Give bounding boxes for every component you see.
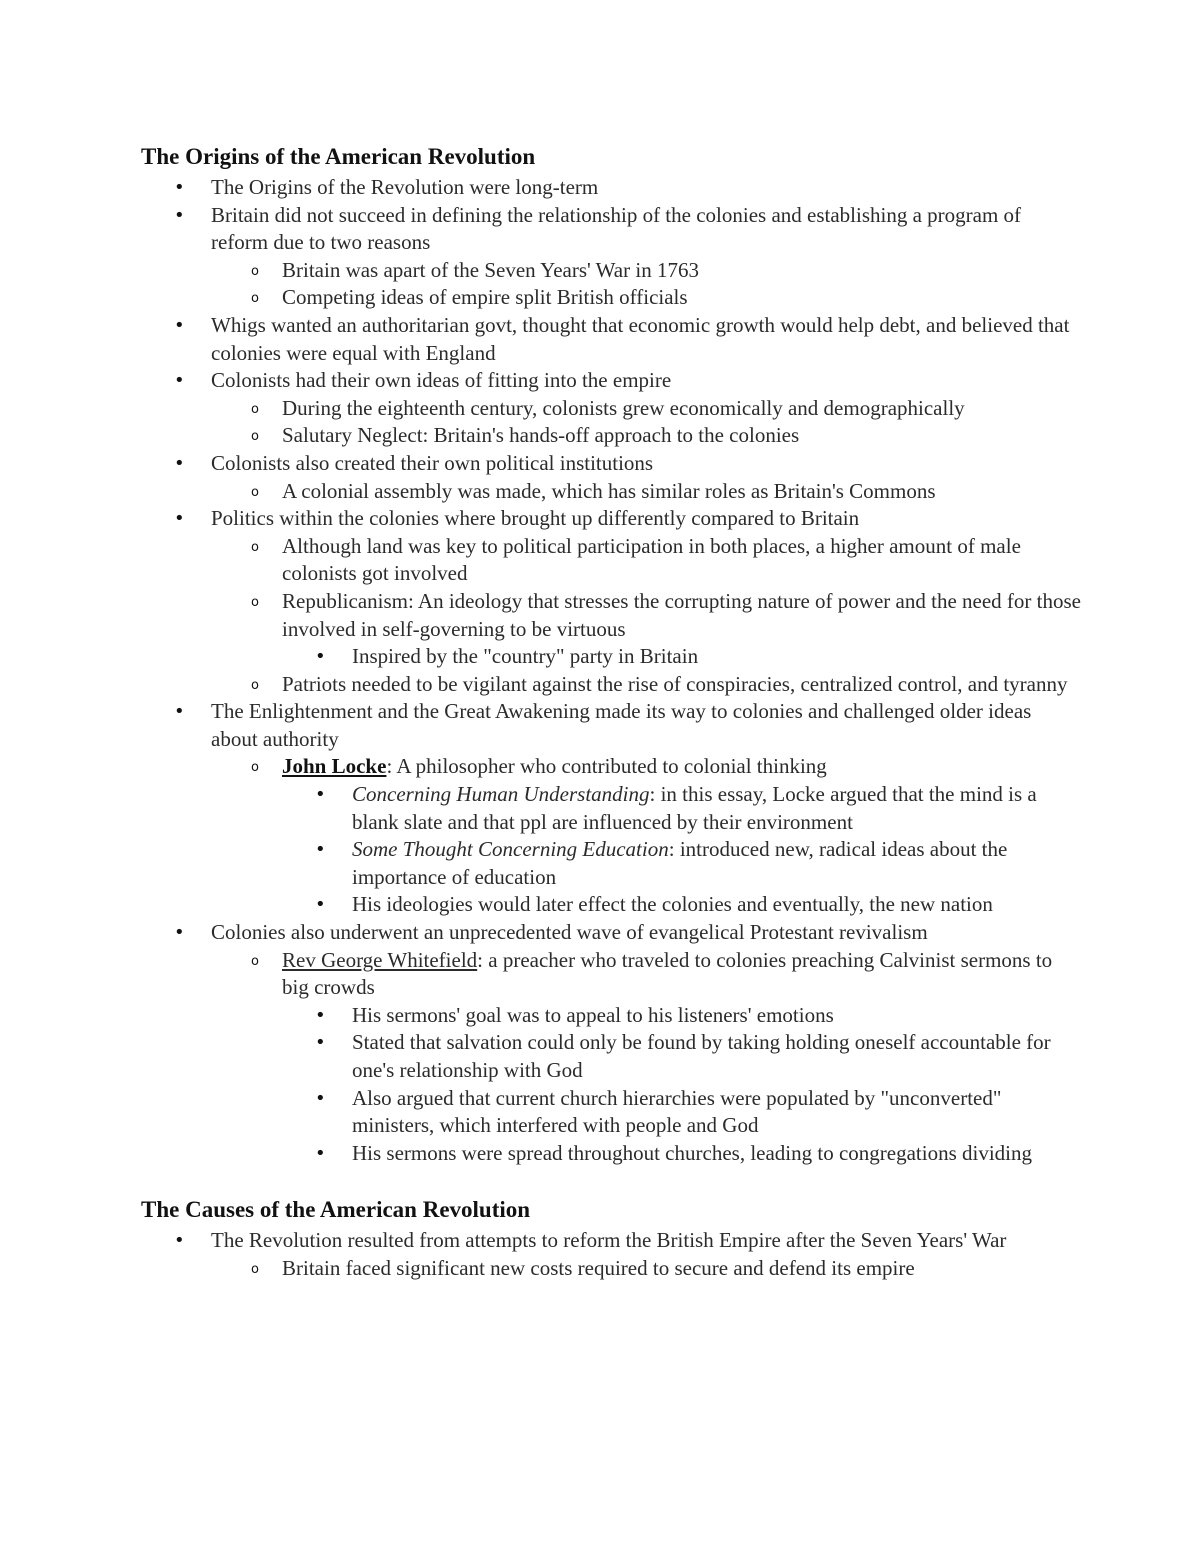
item-lead-term: Concerning Human Understanding bbox=[352, 782, 650, 807]
document-page bbox=[141, 140, 1081, 1283]
circle-bullet-icon: o bbox=[251, 953, 259, 969]
bullet-list bbox=[141, 1227, 1081, 1282]
bullet-icon: • bbox=[315, 839, 326, 861]
bullet-icon: • bbox=[315, 1032, 326, 1054]
list-item bbox=[141, 1140, 1081, 1168]
item-text: Stated that salvation could only be found by taking holding oneself accountable for one's relationship with God bbox=[352, 1030, 1051, 1082]
bullet-icon: • bbox=[315, 784, 326, 806]
list-item bbox=[141, 753, 1081, 781]
bullet-list bbox=[141, 174, 1081, 1167]
bullet-icon: • bbox=[174, 701, 185, 723]
bullet-icon: • bbox=[174, 177, 185, 198]
list-item bbox=[141, 1227, 1081, 1255]
item-text: Whigs wanted an authoritarian govt, thought that economic growth would help debt, and believed that colonies were equal with England bbox=[211, 312, 1070, 365]
bullet-icon: • bbox=[315, 894, 326, 916]
list-item bbox=[141, 1002, 1081, 1030]
bullet-icon: • bbox=[174, 1230, 185, 1252]
item-text: Colonies also underwent an unprecedented wave of evangelical Protestant revivalism bbox=[211, 920, 928, 945]
list-item bbox=[141, 284, 1081, 312]
circle-bullet-icon: o bbox=[251, 760, 259, 776]
list-item bbox=[141, 891, 1081, 919]
list-item bbox=[141, 257, 1081, 285]
list-item bbox=[141, 671, 1081, 699]
item-text: His sermons were spread throughout churches, leading to congregations dividing bbox=[352, 1140, 1033, 1165]
item-text: Competing ideas of empire split British officials bbox=[282, 285, 688, 310]
bullet-icon: • bbox=[315, 646, 326, 668]
circle-bullet-icon: o bbox=[251, 1261, 259, 1277]
item-text: : a preacher who traveled to colonies preaching Calvinist sermons to big crowds bbox=[282, 947, 1053, 1000]
item-text: : in this essay, Locke argued that the mind is a blank slate and that ppl are influenced by their environment bbox=[352, 782, 1037, 834]
item-text: Britain was apart of the Seven Years' War in 1763 bbox=[282, 257, 699, 282]
item-lead-term: Rev George Whitefield bbox=[282, 947, 478, 972]
item-lead-term: John Locke bbox=[282, 754, 387, 779]
item-text: Although land was key to political participation in both places, a higher amount of male colonists got involved bbox=[282, 533, 1021, 586]
item-text: Inspired by the "country" party in Britain bbox=[352, 644, 699, 669]
item-text: Patriots needed to be vigilant against the rise of conspiracies, centralized control, and tyranny bbox=[282, 671, 1068, 696]
list-item bbox=[141, 478, 1081, 506]
item-text: The Enlightenment and the Great Awakening made its way to colonies and challenged older ideas about authority bbox=[211, 699, 1032, 751]
list-item bbox=[141, 505, 1081, 533]
list-item bbox=[141, 1085, 1081, 1140]
list-item bbox=[141, 367, 1081, 395]
list-item bbox=[141, 450, 1081, 478]
item-text: The Revolution resulted from attempts to reform the British Empire after the Seven Years' War bbox=[211, 1228, 1007, 1253]
list-item bbox=[141, 395, 1081, 423]
list-item bbox=[141, 781, 1081, 836]
list-item bbox=[141, 947, 1081, 1002]
item-text: Britain faced significant new costs required to secure and defend its empire bbox=[282, 1255, 915, 1280]
item-text: : A philosopher who contributed to colonial thinking bbox=[386, 754, 827, 779]
item-text: During the eighteenth century, colonists grew economically and demographically bbox=[282, 395, 965, 420]
list-item bbox=[141, 312, 1081, 367]
item-lead-term: Some Thought Concerning Education bbox=[352, 837, 669, 862]
bullet-icon: • bbox=[174, 370, 185, 392]
circle-bullet-icon: o bbox=[251, 594, 259, 610]
item-text: The Origins of the Revolution were long-term bbox=[211, 175, 599, 199]
circle-bullet-icon: o bbox=[251, 539, 259, 555]
circle-bullet-icon: o bbox=[251, 484, 259, 500]
item-text: Colonists had their own ideas of fitting into the empire bbox=[211, 368, 672, 393]
item-text: Politics within the colonies where brought up differently compared to Britain bbox=[211, 506, 860, 531]
list-item bbox=[141, 1255, 1081, 1283]
item-text: His sermons' goal was to appeal to his listeners' emotions bbox=[352, 1002, 834, 1027]
list-item bbox=[141, 1029, 1081, 1084]
circle-bullet-icon: o bbox=[251, 429, 259, 445]
list-item bbox=[141, 698, 1081, 753]
item-text: Also argued that current church hierarchies were populated by "unconverted" ministers, which interfered with people and God bbox=[352, 1085, 1002, 1138]
list-item bbox=[141, 533, 1081, 588]
section-heading: The Causes of the American Revolution bbox=[141, 1197, 531, 1223]
circle-bullet-icon: o bbox=[251, 677, 259, 693]
bullet-icon: • bbox=[315, 1087, 326, 1109]
item-text: His ideologies would later effect the colonies and eventually, the new nation bbox=[352, 892, 993, 917]
item-text: Colonists also created their own political institutions bbox=[211, 450, 654, 475]
bullet-icon: • bbox=[174, 314, 185, 336]
section-heading: The Origins of the American Revolution bbox=[141, 144, 536, 169]
circle-bullet-icon: o bbox=[251, 291, 259, 307]
list-item bbox=[141, 588, 1081, 643]
bullet-icon: • bbox=[315, 1004, 326, 1026]
item-text: Republicanism: An ideology that stresses the corrupting nature of power and the need for those involved in self-governing to be virtuous bbox=[282, 588, 1081, 641]
item-text: Salutary Neglect: Britain's hands-off approach to the colonies bbox=[282, 423, 800, 448]
item-text: A colonial assembly was made, which has similar roles as Britain's Commons bbox=[282, 478, 936, 503]
item-text: : introduced new, radical ideas about the importance of education bbox=[352, 837, 1008, 889]
item-text: Britain did not succeed in defining the relationship of the colonies and establishing a program of reform due to two reasons bbox=[211, 202, 1022, 255]
bullet-icon: • bbox=[174, 922, 185, 944]
list-item bbox=[141, 202, 1081, 257]
list-item bbox=[141, 643, 1081, 671]
list-item bbox=[141, 836, 1081, 891]
circle-bullet-icon: o bbox=[251, 401, 259, 417]
list-item bbox=[141, 422, 1081, 450]
bullet-icon: • bbox=[174, 204, 185, 226]
list-item bbox=[141, 919, 1081, 947]
list-item bbox=[141, 174, 1081, 202]
circle-bullet-icon: o bbox=[251, 263, 259, 279]
bullet-icon: • bbox=[315, 1142, 326, 1164]
bullet-icon: • bbox=[174, 508, 185, 530]
bullet-icon: • bbox=[174, 452, 185, 474]
